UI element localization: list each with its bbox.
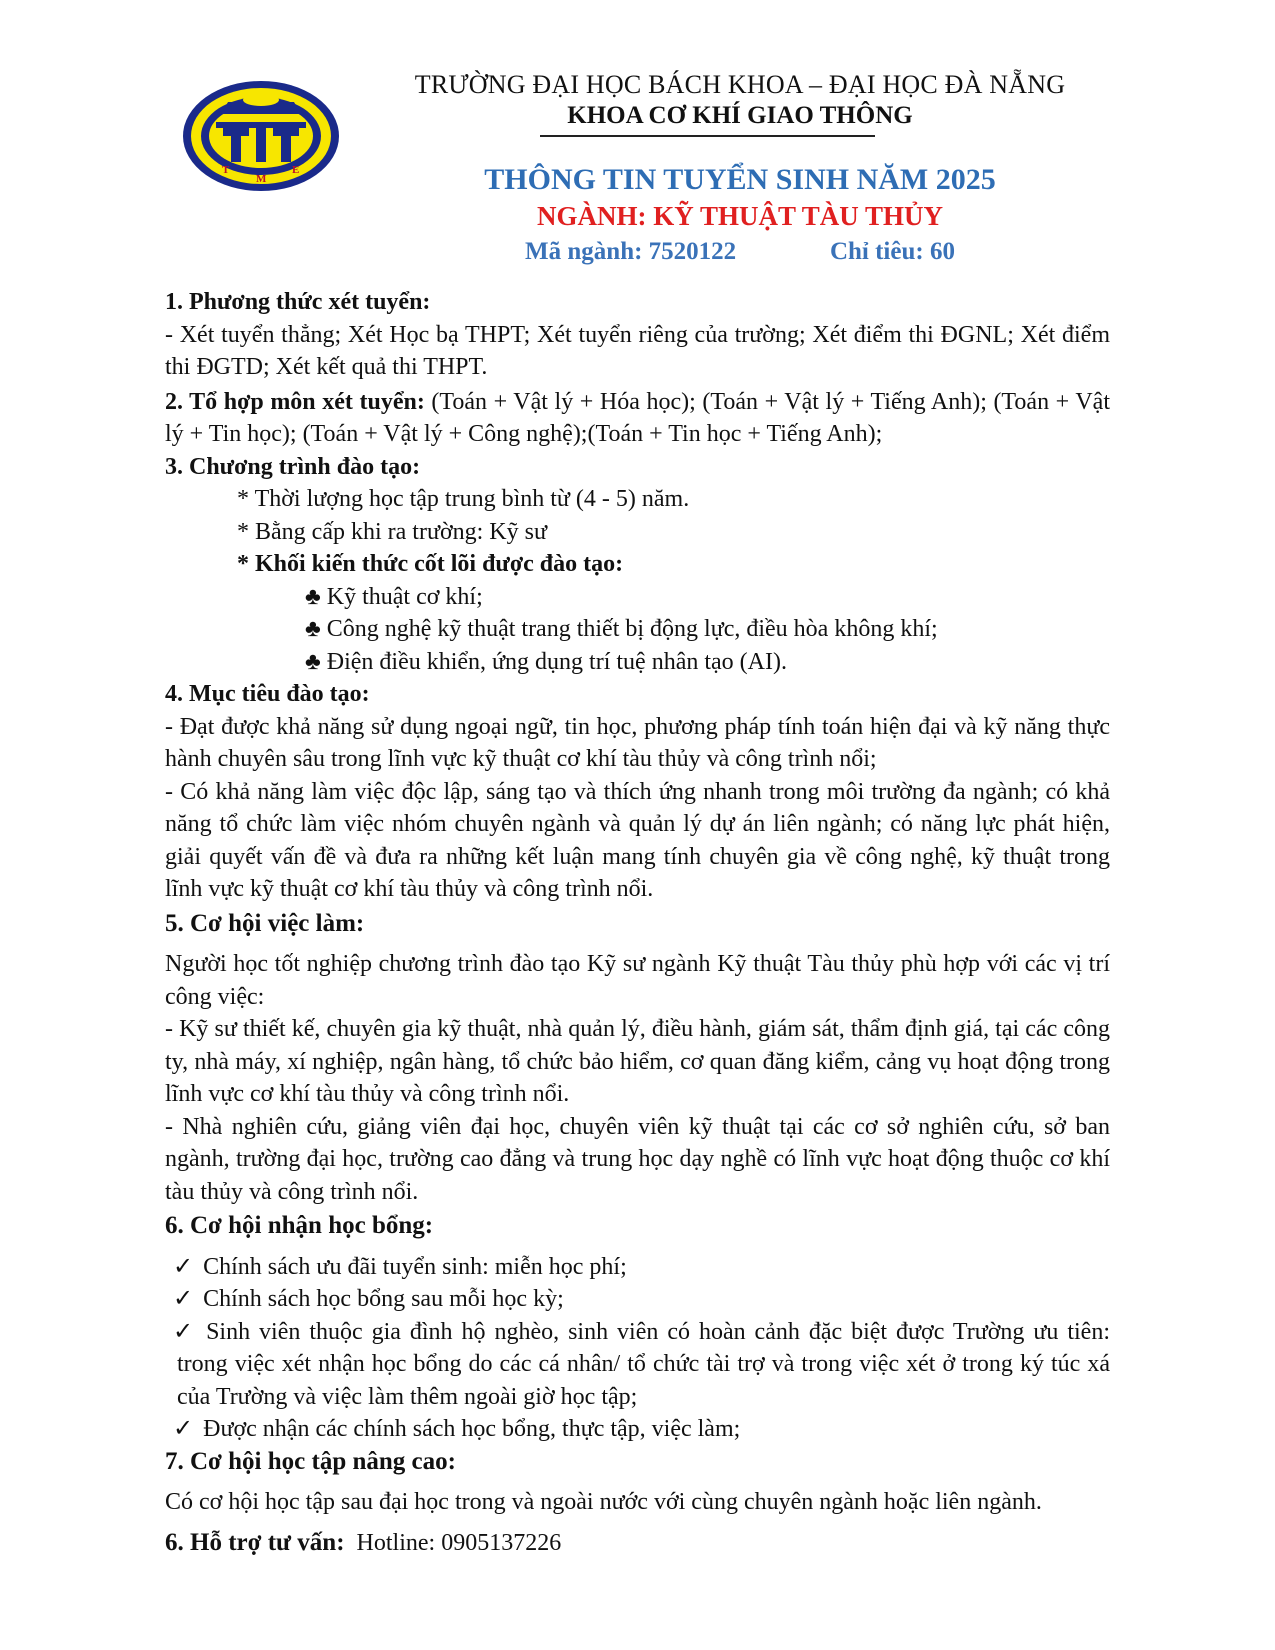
scholarship-item-text: Chính sách học bổng sau mỗi học kỳ;: [203, 1286, 564, 1312]
section-2-text: (Toán + Vật lý + Hóa học); (Toán + Vật lý + Tiếng Anh); (Toán + Vật lý + Tin học); (Toán + Vật lý + Công nghệ);(Toán + Tin học + Tiếng Anh);: [165, 388, 1110, 447]
section-7-text: Có cơ hội học tập sau đại học trong và ngoài nước với cùng chuyên ngành hoặc liên ngành.: [165, 1489, 1042, 1515]
section-2-heading: 2. Tổ hợp môn xét tuyển:: [165, 388, 425, 415]
section-4-p1: - Đạt được khả năng sử dụng ngoại ngữ, tin học, phương pháp tính toán hiện đại và kỹ năng thực hành chuyên sâu trong lĩnh vực kỹ thuật cơ khí tàu thủy và công trình nổi;: [165, 713, 1110, 772]
quota: Chỉ tiêu: 60: [829, 238, 955, 265]
section-8-paragraph: [165, 1527, 1110, 1560]
clubs-icon: ♣: [305, 616, 321, 642]
core-item-text: Công nghệ kỹ thuật trang thiết bị động lực, điều hòa không khí;: [326, 616, 938, 642]
major-title: NGÀNH: KỸ THUẬT TÀU THỦY: [536, 201, 944, 231]
section-5-p2: - Nhà nghiên cứu, giảng viên đại học, chuyên viên kỹ thuật tại các cơ sở nghiên cứu, sở ban ngành, trường đại học, trường cao đẳng và trung học dạy nghề có lĩnh vực hoạt động thuộc cơ khí tàu thủy và công trình nổi.: [165, 1113, 1110, 1205]
faculty-logo: [176, 76, 346, 196]
section-7-heading: 7. Cơ hội học tập nâng cao:: [165, 1447, 456, 1475]
section-5-p1: - Kỹ sư thiết kế, chuyên gia kỹ thuật, nhà quản lý, điều hành, giám sát, thẩm định giá, tại các công ty, nhà máy, xí nghiệp, ngân hàng, tổ chức bảo hiểm, cơ quan đăng kiểm, cảng vụ hoạt động trong lĩnh vực cơ khí tàu thủy và công trình nổi.: [165, 1016, 1110, 1107]
section-6-heading: 6. Cơ hội nhận học bổng:: [165, 1212, 434, 1239]
faculty-name: KHOA CƠ KHÍ GIAO THÔNG: [567, 102, 913, 129]
document-body: [165, 286, 1110, 1559]
page-title: THÔNG TIN TUYỂN SINH NĂM 2025: [484, 163, 996, 196]
logo-letter-e: E: [292, 164, 300, 176]
major-code-line: [350, 238, 1130, 266]
section-3-degree: * Bằng cấp khi ra trường: Kỹ sư: [237, 518, 547, 545]
major-code: Mã ngành: 7520122: [525, 238, 737, 265]
section-5-intro: Người học tốt nghiệp chương trình đào tạo Kỹ sư ngành Kỹ thuật Tàu thủy phù hợp với các vị trí công việc:: [165, 951, 1110, 1010]
scholarship-item: [165, 1283, 1110, 1316]
core-item-text: Điện điều khiển, ứng dụng trí tuệ nhân tạo (AI).: [326, 648, 787, 675]
section-2-paragraph: [165, 386, 1110, 451]
faculty-underline: [540, 135, 875, 137]
check-icon: ✓: [173, 1318, 197, 1345]
core-item-text: Kỹ thuật cơ khí;: [326, 583, 483, 610]
scholarship-item-text: Sinh viên thuộc gia đình hộ nghèo, sinh viên có hoàn cảnh đặc biệt được Trường ưu tiên: trong việc xét nhận học bổng do các cá nhân/ tổ chức tài trợ và trong việc xét ở trong ký túc xá của Trường và việc làm thêm ngoài giờ học tập;: [177, 1318, 1111, 1410]
section-1-text: - Xét tuyển thẳng; Xét Học bạ THPT; Xét tuyển riêng của trường; Xét điểm thi ĐGNL; Xét điểm thi ĐGTD; Xét kết quả thi THPT.: [165, 321, 1110, 380]
section-1-heading: 1. Phương thức xét tuyển:: [165, 289, 431, 315]
section-5-heading: 5. Cơ hội việc làm:: [165, 909, 365, 937]
check-icon: ✓: [173, 1416, 194, 1442]
scholarship-item: [165, 1316, 1110, 1414]
core-item: [165, 646, 1110, 679]
section-3-core-heading: * Khối kiến thức cốt lõi được đào tạo:: [237, 551, 624, 577]
check-icon: ✓: [173, 1253, 194, 1280]
core-item: [165, 613, 1110, 646]
scholarship-item: [165, 1413, 1110, 1446]
logo-letter-m: M: [256, 173, 267, 185]
section-4-heading: 4. Mục tiêu đào tạo:: [165, 681, 370, 707]
clubs-icon: ♣: [305, 583, 321, 610]
check-icon: ✓: [173, 1286, 194, 1312]
hotline-text: Hotline: 0905137226: [344, 1529, 562, 1556]
core-item: [165, 581, 1110, 614]
logo-letter-t: T: [222, 164, 230, 176]
clubs-icon: ♣: [305, 648, 321, 675]
scholarship-item-text: Chính sách ưu đãi tuyển sinh: miễn học phí;: [203, 1253, 627, 1280]
university-name: TRƯỜNG ĐẠI HỌC BÁCH KHOA – ĐẠI HỌC ĐÀ NẴNG: [414, 70, 1066, 99]
section-3-duration: * Thời lượng học tập trung bình từ (4 - 5) năm.: [237, 486, 690, 512]
scholarship-item-text: Được nhận các chính sách học bổng, thực tập, việc làm;: [203, 1416, 741, 1442]
section-3-heading: 3. Chương trình đào tạo:: [165, 453, 421, 480]
section-8-heading: 6. Hỗ trợ tư vấn:: [165, 1528, 345, 1556]
scholarship-item: [165, 1251, 1110, 1284]
section-4-p2: - Có khả năng làm việc độc lập, sáng tạo và thích ứng nhanh trong môi trường đa ngành; có khả năng tổ chức làm việc nhóm chuyên ngành và quản lý dự án liên ngành; có năng lực phát hiện, giải quyết vấn đề và đưa ra những kết luận mang tính chuyên gia về công nghệ, kỹ thuật trong lĩnh vực kỹ thuật cơ khí tàu thủy và công trình nổi.: [165, 778, 1110, 902]
